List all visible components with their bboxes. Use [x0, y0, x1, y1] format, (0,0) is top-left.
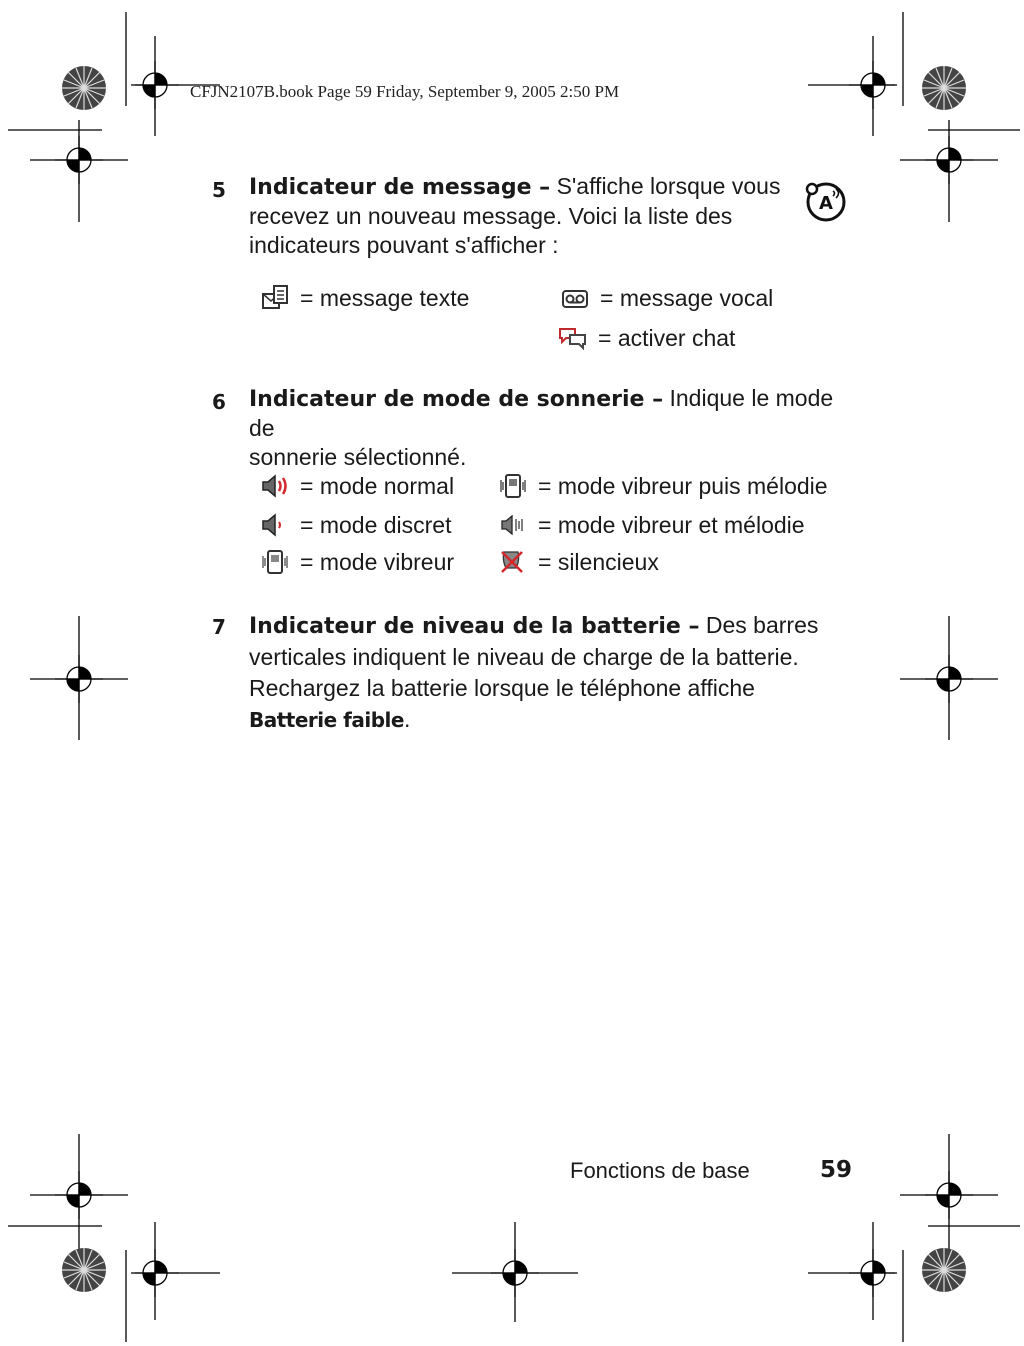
vibrate-and-ring-icon: [498, 511, 528, 539]
display-message-term: Batterie faible: [249, 708, 404, 732]
legend-ring-vibrate: [260, 548, 454, 576]
item-text: Des barres: [705, 612, 819, 638]
legend-label: = mode vibreur puis mélodie: [538, 472, 828, 499]
vibrate-icon: [260, 548, 290, 576]
legend-chat: [558, 324, 735, 352]
item-title: Indicateur de mode de sonnerie –: [249, 387, 664, 412]
item-text: Rechargez la batterie lorsque le téléphone affiche: [249, 675, 755, 701]
legend-text-message: [260, 284, 469, 312]
item-text: indicateurs pouvant s'afficher :: [249, 232, 559, 258]
legend-ring-vibrate-and-ring: [498, 511, 805, 539]
legend-ring-vibrate-then-ring: [498, 472, 828, 500]
ring-loud-icon: [260, 472, 290, 500]
vibrate-then-ring-icon: [498, 472, 528, 500]
network-feature-badge-icon: [802, 178, 848, 229]
page-number: 59: [820, 1157, 853, 1183]
chat-icon: [558, 324, 588, 352]
item-text: recevez un nouveau message. Voici la liste des: [249, 203, 733, 229]
item-ring-mode-indicator: [249, 384, 849, 472]
text-message-icon: [260, 284, 290, 312]
legend-label: = message texte: [300, 284, 470, 311]
print-header: CFJN2107B.book Page 59 Friday, September 9, 2005 2:50 PM: [190, 82, 620, 101]
legend-ring-silent: [498, 548, 659, 576]
legend-label: = mode normal: [300, 472, 455, 499]
item-number: 6: [212, 390, 226, 414]
ring-soft-icon: [260, 511, 290, 539]
legend-label: = mode vibreur: [300, 548, 455, 575]
item-text: sonnerie sélectionné.: [249, 444, 467, 470]
voicemail-icon: [560, 284, 590, 312]
legend-label: = activer chat: [598, 324, 736, 351]
legend-label: = mode discret: [300, 511, 452, 538]
footer-section-title: Fonctions de base: [570, 1158, 750, 1183]
legend-label: = silencieux: [538, 548, 659, 575]
item-text: verticales indiquent le niveau de charge de la batterie.: [249, 644, 799, 670]
item-text: Indique le mode de: [249, 385, 834, 441]
item-number: 5: [212, 178, 226, 202]
silent-icon: [498, 548, 528, 576]
item-title: Indicateur de message –: [249, 175, 551, 200]
item-text: .: [403, 706, 411, 732]
legend-label: = message vocal: [600, 284, 774, 311]
item-number: 7: [212, 615, 226, 639]
item-text: S'affiche lorsque vous: [556, 173, 781, 199]
item-title: Indicateur de niveau de la batterie –: [249, 614, 700, 639]
legend-ring-discreet: [260, 511, 452, 539]
item-battery-indicator: [249, 610, 849, 736]
legend-ring-normal: [260, 472, 454, 500]
legend-voice-message: [560, 284, 773, 312]
legend-label: = mode vibreur et mélodie: [538, 511, 805, 538]
svg-text:A: A: [819, 193, 833, 214]
item-message-indicator: [249, 172, 849, 260]
